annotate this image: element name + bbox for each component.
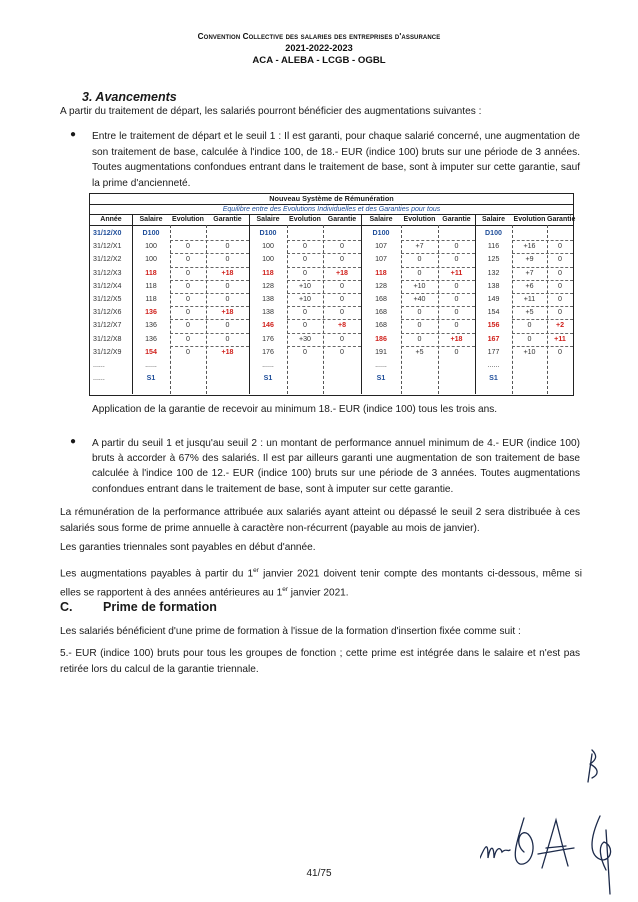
- table-row-guide: [401, 306, 475, 307]
- table-cell: 0: [527, 334, 532, 343]
- table-cell: 168: [375, 295, 387, 303]
- table-cell: 118: [145, 281, 157, 290]
- table-row-guide: [512, 280, 573, 281]
- table-cell: +10: [523, 347, 536, 356]
- table-cell: 146: [262, 321, 274, 330]
- table-cell: 0: [303, 347, 307, 356]
- table-cell: 31/12/X0: [93, 229, 122, 237]
- table-cell: 107: [375, 242, 387, 251]
- table-cell: +11: [450, 268, 463, 277]
- table-header-cell: Salaire: [139, 216, 163, 223]
- table-row-guide: [287, 253, 361, 254]
- table-row-guide: [512, 253, 573, 254]
- table-cell: 0: [558, 268, 562, 277]
- table-row-guide: [170, 253, 249, 254]
- header-line-3: ACA - ALEBA - LCGB - OGBL: [252, 55, 386, 66]
- table-cell: [401, 227, 438, 239]
- table-column-divider: [287, 225, 288, 394]
- table-row-guide: [287, 240, 361, 241]
- table-cell: ......: [93, 374, 105, 383]
- table-cell: 156: [487, 321, 500, 330]
- table-group-divider: [249, 215, 250, 394]
- performance-paragraph: La rémunération de la performance attribuée aux salariés ayant atteint ou dépassé le seuil 2 sera distribuée à ces salariés sous forme de prime annuelle à caractère non-récurrent (payable au mois de janvier).: [60, 507, 580, 534]
- table-row-guide: [401, 267, 475, 268]
- table-cell: D100: [142, 229, 160, 237]
- after-table-paragraph: Application de la garantie de recevoir au minimum 18.- EUR (indice 100) tous les trois ans.: [92, 404, 498, 415]
- table-cell: [547, 227, 573, 239]
- table-row-guide: [401, 253, 475, 254]
- table-cell: 0: [340, 334, 344, 343]
- table-cell: 125: [487, 255, 500, 264]
- table-cell: 0: [186, 321, 190, 330]
- table-row-guide: [401, 319, 475, 320]
- table-cell: 0: [186, 242, 190, 251]
- table-cell: 0: [340, 308, 344, 317]
- formation-paragraph-2: 5.- EUR (indice 100) bruts pour tous les groupes de fonction ; cette prime est intégrée dans le salaire et n'est pas retirée lors du calcul de la garantie triennale.: [60, 648, 580, 675]
- table-cell: 118: [262, 268, 274, 277]
- table-cell: [170, 227, 206, 239]
- table-cell: 0: [340, 242, 344, 251]
- table-cell: [206, 227, 249, 239]
- table-header-cell: Garantie: [327, 216, 357, 223]
- table-column-divider: [323, 225, 324, 394]
- table-cell: 0: [527, 321, 532, 330]
- table-cell: +40: [413, 295, 426, 303]
- table-cell: +5: [415, 347, 424, 356]
- table-cell: ......: [93, 361, 105, 369]
- table-cell: 177: [487, 347, 500, 356]
- table-cell: [438, 359, 475, 371]
- table-cell: 0: [186, 295, 190, 303]
- table-cell: [287, 372, 323, 384]
- table-row-guide: [170, 346, 249, 347]
- table-cell: +18: [221, 268, 234, 277]
- table-cell: 0: [454, 255, 459, 264]
- table-cell: 31/12/X8: [93, 334, 122, 343]
- table-cell: 0: [186, 308, 190, 317]
- table-cell: 138: [262, 308, 274, 317]
- table-cell: 116: [487, 242, 500, 251]
- table-cell: 31/12/X9: [93, 347, 122, 356]
- table-cell: 0: [225, 321, 230, 330]
- table-cell: 0: [417, 334, 422, 343]
- table-row-guide: [512, 333, 573, 334]
- table-cell: 154: [145, 347, 157, 356]
- table-cell: +16: [523, 242, 536, 251]
- table-cell: 0: [340, 295, 344, 303]
- table-header-cell: Garantie: [547, 216, 576, 223]
- table-cell: 31/12/X6: [93, 308, 122, 317]
- table-cell: 0: [303, 308, 307, 317]
- table-row-guide: [512, 240, 573, 241]
- table-cell: 128: [262, 281, 274, 290]
- table-cell: +11: [523, 295, 536, 303]
- table-header-cell: Evolution: [513, 216, 546, 223]
- table-cell: 168: [375, 308, 387, 317]
- table-cell: 0: [225, 281, 230, 290]
- table-cell: 0: [303, 242, 307, 251]
- table-title: Nouveau Système de Rémunération: [90, 194, 573, 205]
- table-row-guide: [287, 293, 361, 294]
- table-row-guide: [512, 306, 573, 307]
- table-cell: [170, 372, 206, 384]
- table-cell: 176: [262, 347, 274, 356]
- table-cell: [323, 372, 361, 384]
- table-row-guide: [287, 333, 361, 334]
- table-cell: +2: [555, 321, 565, 330]
- table-cell: 100: [145, 255, 157, 264]
- remuneration-table: [89, 193, 574, 396]
- table-cell: 138: [262, 295, 274, 303]
- table-header-cell: Evolution: [289, 216, 321, 223]
- table-cell: 136: [145, 334, 157, 343]
- table-row-guide: [401, 346, 475, 347]
- table-row-guide: [287, 346, 361, 347]
- table-cell: 0: [303, 255, 307, 264]
- table-cell: 167: [487, 334, 500, 343]
- table-cell: 0: [186, 281, 190, 290]
- intro-paragraph: A partir du traitement de départ, les salariés pourront bénéficier des augmentations suivantes :: [60, 106, 482, 117]
- formation-paragraph-1: Les salariés bénéficient d'une prime de formation à l'issue de la formation d'insertion fixée comme suit :: [60, 626, 521, 637]
- table-cell: 0: [454, 242, 459, 251]
- table-cell: [206, 372, 249, 384]
- table-cell: 31/12/X1: [93, 242, 122, 251]
- table-cell: [206, 359, 249, 371]
- table-row-guide: [512, 267, 573, 268]
- table-cell: 0: [225, 295, 230, 303]
- table-row-guide: [512, 319, 573, 320]
- table-group-divider: [361, 215, 362, 394]
- table-group-divider: [132, 215, 133, 394]
- table-cell: +18: [221, 308, 234, 317]
- table-cell: 100: [145, 242, 157, 251]
- table-header-row: [90, 215, 576, 226]
- table-cell: 31/12/X4: [93, 281, 122, 290]
- table-cell: 31/12/X3: [93, 268, 122, 277]
- table-header-cell: Garantie: [213, 216, 242, 223]
- table-cell: [512, 359, 547, 371]
- table-row-guide: [170, 319, 249, 320]
- table-cell: [287, 227, 323, 239]
- table-cell: 118: [375, 268, 387, 277]
- header-line-1: Convention Collective des salaries des entreprises d'assurance: [197, 32, 441, 41]
- table-cell: 118: [145, 295, 157, 303]
- table-cell: [287, 359, 323, 371]
- table-cell: +7: [525, 268, 534, 277]
- table-cell: 191: [375, 347, 387, 356]
- table-row-guide: [170, 293, 249, 294]
- table-cell: ......: [145, 361, 157, 369]
- table-header-cell: Garantie: [442, 216, 471, 223]
- bullet-seuil2: A partir du seuil 1 et jusqu'au seuil 2 : un montant de performance annuel minimum de 4.- EUR (indice 100) bruts à accorder à 67% des salariés. Il est par ailleurs garanti une augmentation de son traitement de base calculée à l'indice 100 de 12.- EUR (indice 100) bruts sur une période de 3 années. Toutes augmentations confondues entrant dans le traitement de base, sont à imputer sur cette garantie.: [92, 438, 580, 495]
- table-cell: +18: [335, 268, 349, 277]
- header-line-2: 2021-2022-2023: [285, 43, 353, 53]
- table-cell: 0: [186, 268, 190, 277]
- table-cell: 107: [375, 255, 387, 264]
- table-cell: +9: [525, 255, 534, 264]
- table-header-cell: Evolution: [403, 216, 436, 223]
- page-number: 41/75: [306, 868, 332, 879]
- table-cell: 0: [454, 321, 459, 330]
- section-heading-avancements: 3. Avancements: [82, 90, 177, 104]
- table-cell: [438, 227, 475, 239]
- para3-part-a: Les augmentations payables à partir du 1: [60, 568, 254, 580]
- table-cell: 0: [558, 255, 562, 264]
- table-row-guide: [287, 306, 361, 307]
- table-cell: ......: [487, 361, 500, 369]
- table-cell: D100: [372, 229, 390, 237]
- table-column-divider: [206, 225, 207, 394]
- table-cell: 0: [303, 268, 307, 277]
- table-column-divider: [438, 225, 439, 394]
- table-cell: [401, 359, 438, 371]
- table-cell: 176: [262, 334, 274, 343]
- table-column-divider: [512, 225, 513, 394]
- table-cell: +30: [298, 334, 312, 343]
- table-header-cell: Evolution: [172, 216, 204, 223]
- table-cell: D100: [485, 229, 502, 237]
- table-subtitle: Equilibre entre des Evolutions Individuelles et des Garanties pour tous: [90, 205, 573, 215]
- table-header-cell: Salaire: [369, 216, 393, 223]
- table-cell: 0: [417, 321, 422, 330]
- triennales-paragraph: Les garanties triennales sont payables en début d'année.: [60, 542, 316, 553]
- table-cell: +6: [525, 281, 534, 290]
- table-cell: 0: [340, 281, 344, 290]
- table-cell: 149: [487, 295, 500, 303]
- table-cell: +5: [525, 308, 534, 317]
- section-heading-c: [60, 600, 217, 614]
- table-cell: 31/12/X7: [93, 321, 122, 330]
- table-cell: 0: [186, 347, 190, 356]
- table-cell: 0: [340, 347, 344, 356]
- table-header-cell: Salaire: [482, 216, 505, 223]
- table-cell: S1: [263, 374, 273, 383]
- table-cell: 118: [145, 268, 157, 277]
- table-cell: ......: [262, 361, 274, 369]
- section-c-title: Prime de formation: [103, 600, 217, 614]
- table-header-cell: Salaire: [256, 216, 280, 223]
- table-cell: 31/12/X2: [93, 255, 122, 264]
- section-c-letter: C.: [60, 600, 73, 614]
- table-cell: 100: [262, 255, 274, 264]
- table-row-guide: [401, 240, 475, 241]
- table-cell: +7: [415, 242, 424, 251]
- table-cell: 0: [454, 347, 459, 356]
- para3-part-b: janvier 2021 doivent tenir compte des montants ci-dessous, même si elles se rapportent à des années antérieures au 1: [60, 568, 582, 599]
- table-cell: 0: [186, 255, 190, 264]
- table-cell: 100: [262, 242, 274, 251]
- table-cell: 0: [417, 268, 422, 277]
- table-cell: [547, 372, 573, 384]
- table-cell: 186: [375, 334, 387, 343]
- table-cell: +18: [450, 334, 463, 343]
- table-cell: 0: [454, 308, 459, 317]
- table-cell: +8: [337, 321, 347, 330]
- table-cell: 136: [145, 308, 157, 317]
- table-cell: +11: [554, 334, 566, 343]
- table-cell: 0: [225, 255, 230, 264]
- table-column-divider: [401, 225, 402, 394]
- table-cell: 128: [375, 281, 387, 290]
- table-cell: 0: [558, 242, 562, 251]
- table-cell: 0: [225, 334, 230, 343]
- table-cell: 0: [454, 295, 459, 303]
- table-cell: +10: [298, 281, 312, 290]
- table-row-guide: [512, 293, 573, 294]
- bullet-dot-icon: ●: [70, 129, 77, 140]
- table-row-guide: [401, 293, 475, 294]
- table-row-guide: [170, 240, 249, 241]
- bullet-dot-icon: ●: [70, 436, 77, 447]
- table-cell: [438, 372, 475, 384]
- table-cell: 0: [340, 255, 344, 264]
- table-cell: 0: [417, 255, 422, 264]
- table-cell: 0: [417, 308, 422, 317]
- table-column-divider: [547, 225, 548, 394]
- table-row-guide: [287, 280, 361, 281]
- table-row-guide: [287, 319, 361, 320]
- table-cell: [512, 227, 547, 239]
- table-cell: 0: [558, 347, 562, 356]
- bullet-seuil1: Entre le traitement de départ et le seuil 1 : Il est garanti, pour chaque salarié concerné, une augmentation de son traitement de base, calculée à l'indice 100, de 18.- EUR (indice 100) bruts sur une période de 3 années. Toutes augmentations confondues entrant dans le traitement de base, sont à imputer sur cette garantie, sauf la prime d'ancienneté.: [92, 131, 580, 189]
- table-header-cell: Année: [100, 216, 122, 223]
- table-cell: 0: [558, 308, 562, 317]
- table-cell: 0: [558, 295, 562, 303]
- table-cell: S1: [376, 374, 386, 383]
- table-cell: 136: [145, 321, 157, 330]
- table-cell: S1: [489, 374, 498, 383]
- table-cell: [547, 359, 573, 371]
- table-cell: 0: [454, 281, 459, 290]
- table-cell: 154: [487, 308, 500, 317]
- table-cell: +18: [221, 347, 234, 356]
- para3-sup-2: er: [282, 585, 288, 593]
- table-row-guide: [401, 280, 475, 281]
- table-row-guide: [287, 267, 361, 268]
- para3-part-c: janvier 2021.: [288, 587, 349, 599]
- table-cell: +10: [298, 295, 312, 303]
- table-cell: +10: [413, 281, 426, 290]
- table-group-divider: [475, 215, 476, 394]
- table-cell: 31/12/X5: [93, 295, 122, 303]
- table-cell: [323, 359, 361, 371]
- augmentations-paragraph: [60, 563, 582, 601]
- table-cell: [401, 372, 438, 384]
- table-column-divider: [170, 225, 171, 394]
- table-cell: 168: [375, 321, 387, 330]
- table-cell: 0: [225, 242, 230, 251]
- table-cell: [512, 372, 547, 384]
- table-cell: 0: [186, 334, 190, 343]
- table-cell: [323, 227, 361, 239]
- table-cell: 132: [487, 268, 500, 277]
- table-row-guide: [401, 333, 475, 334]
- table-cell: 138: [487, 281, 500, 290]
- para3-sup-1: er: [253, 567, 259, 574]
- table-cell: ......: [375, 361, 387, 369]
- table-cell: S1: [146, 374, 156, 383]
- table-cell: 0: [303, 321, 307, 330]
- table-row-guide: [170, 280, 249, 281]
- table-row-guide: [170, 306, 249, 307]
- table-cell: [170, 359, 206, 371]
- table-cell: 0: [558, 281, 562, 290]
- table-row-guide: [170, 333, 249, 334]
- table-row-guide: [170, 267, 249, 268]
- table-cell: D100: [259, 229, 277, 237]
- table-row-guide: [512, 346, 573, 347]
